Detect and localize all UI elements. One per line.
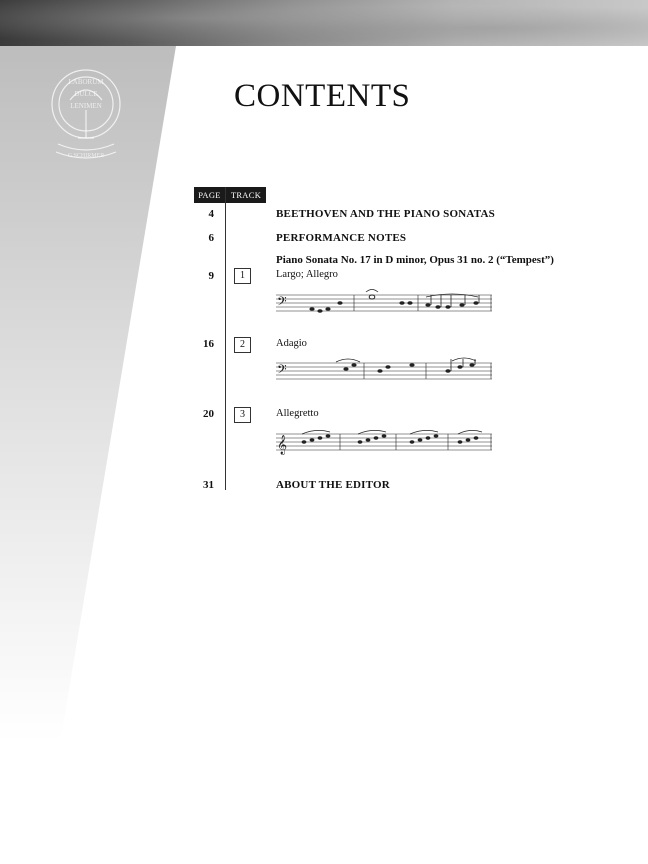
svg-text:𝄢: 𝄢 (277, 362, 287, 380)
svg-text:DULCE: DULCE (74, 90, 98, 98)
page-number: 6 (208, 232, 214, 244)
page-number: 4 (208, 208, 214, 220)
music-incipit-1 (276, 287, 492, 315)
svg-text:LENIMEN: LENIMEN (70, 102, 102, 110)
svg-text:𝄢: 𝄢 (277, 294, 287, 312)
column-header-track: TRACK (226, 187, 266, 203)
toc-entry-about-the-editor[interactable]: ABOUT THE EDITOR (276, 479, 390, 491)
publisher-seal-logo (40, 60, 132, 168)
music-incipit-2 (276, 357, 492, 385)
page-number: 16 (203, 338, 214, 350)
toc-entry-beethoven-and-the-piano-sonatas[interactable]: BEETHOVEN AND THE PIANO SONATAS (276, 208, 495, 220)
column-header-page: PAGE (194, 187, 225, 203)
column-divider (225, 187, 226, 490)
music-incipit-3 (276, 428, 492, 456)
page-number: 20 (203, 408, 214, 420)
svg-text:𝄞: 𝄞 (277, 435, 288, 455)
page-number: 9 (208, 270, 214, 282)
svg-text:G.SCHIRMER: G.SCHIRMER (67, 153, 105, 159)
movement-tempo[interactable]: Allegretto (276, 408, 319, 419)
toc-entry-performance-notes[interactable]: PERFORMANCE NOTES (276, 232, 407, 244)
page-number: 31 (203, 479, 214, 491)
svg-text:LABORUM: LABORUM (68, 78, 104, 86)
track-number-box: 1 (234, 268, 251, 284)
page-title: CONTENTS (234, 78, 411, 114)
top-gradient-band (0, 0, 648, 46)
movement-tempo: Largo; Allegro (276, 269, 338, 280)
track-number-box: 2 (234, 337, 251, 353)
toc-entry-sonata-title[interactable]: Piano Sonata No. 17 in D minor, Opus 31 no. 2 (“Tempest”) (276, 254, 554, 266)
track-number-box: 3 (234, 407, 251, 423)
movement-tempo[interactable]: Adagio (276, 338, 307, 349)
